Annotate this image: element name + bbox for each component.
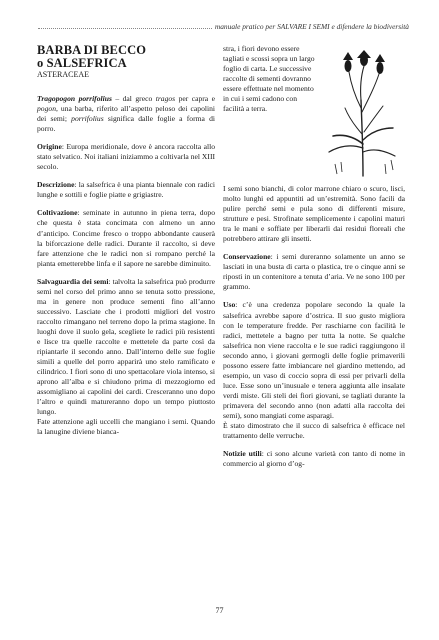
notizie-text: : ci sono alcune varietà con tanto di nome in commercio al giorno d’og- [223, 449, 406, 469]
salvaguardia-paragraph [37, 277, 215, 418]
plant-family: ASTERACEAE [37, 70, 89, 79]
header-dotted-leader [38, 22, 212, 29]
coltivazione-text: : seminate in autunno in piena terra, dopo che questa è stata concimata con almeno un anno d’anticipo. Concime fresco o troppo abbondante causerà la biforcazione delle radici. Durante il raccolto, si deve fare attenzione che le radici non si rompano perché la pianta emetterebbe linfa e il sapore ne sarebbe diminuito. [37, 208, 215, 268]
intro-text-4: significa dalle foglie a forma di porro. [37, 114, 215, 134]
coltivazione-paragraph [37, 208, 215, 268]
salsify-plant-illustration [325, 48, 403, 178]
notizie-paragraph [223, 449, 405, 469]
semi-paragraph: I semi sono bianchi, di color marrone chiaro o scuro, lisci, molto lunghi ed appuntiti ad un’estremità. Sono facili da pulire perché semi e pula sono di differenti misure, strutture e pesi. Strofinate semplicemente i capolini maturi tra le mani e soffiate per liberarli dai residui floreali che potrebbero attirare gli insetti. [223, 184, 405, 244]
attenzione-paragraph: Fate attenzione agli uccelli che mangiano i semi. Quando la lanugine diviene bianca- [37, 417, 215, 437]
uso-label: Uso [223, 300, 236, 310]
verruche-paragraph: È stato dimostrato che il succo di salsefrica è efficace nel trattamento delle verruche. [223, 421, 405, 441]
title-line-2: o SALSEFRICA [37, 56, 127, 70]
descrizione-text: : la salsefrica è una pianta biennale con radici lunghe e sottili e foglie piatte e grigiastre. [37, 180, 215, 200]
conservazione-label: Conservazione [223, 252, 271, 262]
origine-label: Origine [37, 142, 62, 152]
running-header [38, 22, 409, 34]
uso-text: : c’è una credenza popolare secondo la quale la salsefrica avrebbe sapore d’ostrica. Il suo gusto migliora con le temperature fredde. Per raschiarne con facilità le radici, mettetele a bagno per tutta la notte. Se qualche salsefrica non viene raccolta e le sue radici raggiungono il secondo anno, i giovani germogli delle foglie primaverili possono essere fatte imbiancare nel giardino mettendo, ad esempio, un vaso di coccio sopra di essi per privarli della luce. Esse sono un’inusuale e tenera aggiunta alle insalate verdi miste. Gli steli dei fiori giovani, se tagliati durante la primavera del secondo anno (non adatti alla raccolta dei semi), sono mangiati come asparagi. [223, 300, 405, 420]
conservazione-text: : i semi dureranno solamente un anno se lasciati in una busta di carta o plastica, tre o cinque anni se riposti in un contenitore a tenuta d’aria. Ve ne sono 100 per grammo. [223, 252, 405, 292]
descrizione-paragraph [37, 180, 215, 200]
origine-paragraph [37, 142, 215, 172]
header-text: manuale pratico per SALVARE I SEMI e difendere la biodiversità [214, 22, 409, 31]
page-number: 77 [215, 606, 224, 615]
salvaguardia-label: Salvaguardia dei semi [37, 276, 109, 286]
intro-term-tragos: tragos [155, 94, 176, 103]
intro-paragraph [37, 94, 215, 134]
intro-text-2: per capra e [175, 94, 216, 103]
salvaguardia-text: : talvolta la salsefrica può produrre semi nel corso del primo anno se tenuta sotto pressione, ma in genere non produce sementi fino all’anno successivo. Lasciate che i prodotti migliori del vostro raccolto rimangano nel terreno dopo la prima stagione. In luoghi dove il suolo gela, scegliete le radici più resistenti e lisce tra quelle raccolte e mettetele da parte così da ripiantarle il secondo anno. Dall’interno delle sue foglie simili a quelle del porro apparirà uno stelo ramificato e cilindrico. I fiori sono di uno spettacolare viola intenso, si aprono all’alba e si chiudono prima di mezzogiorno ed assomigliano ai capolini dei cardi. Cresceranno uno dopo l’altro e quindi matureranno dopo un tempo piuttosto lungo. [37, 276, 215, 417]
conservazione-paragraph [223, 252, 405, 292]
latin-name: Tragopogon porrifolius [37, 94, 112, 103]
left-column [37, 44, 215, 445]
entry-title [37, 44, 215, 70]
coltivazione-label: Coltivazione [37, 208, 78, 218]
right-column [223, 44, 405, 477]
illustrated-block [223, 44, 405, 184]
continued-text: stra, i fiori devono essere tagliati e scossi sopra un largo foglio di carta. Le successive raccolte di sementi dovranno essere effettuate nel momento in cui i semi cadono con facilità a terra. [223, 44, 315, 114]
uso-paragraph [223, 300, 405, 421]
origine-text: : Europa meridionale, dove è ancora raccolta allo stato selvatico. Noi italiani iniziammo a coltivarla nel XIII secolo. [37, 142, 215, 172]
notizie-label: Notizie utili [223, 449, 262, 459]
intro-text-3: , una barba, riferito all’aspetto peloso dei capolini dei semi; [37, 104, 215, 124]
intro-text-1: – dal greco [111, 94, 156, 103]
intro-term-pogon: pogon [37, 104, 56, 114]
descrizione-label: Descrizione [37, 180, 75, 190]
title-line-1: BARBA DI BECCO [37, 43, 147, 57]
intro-term-porrifolius: porrifolius [71, 114, 104, 124]
